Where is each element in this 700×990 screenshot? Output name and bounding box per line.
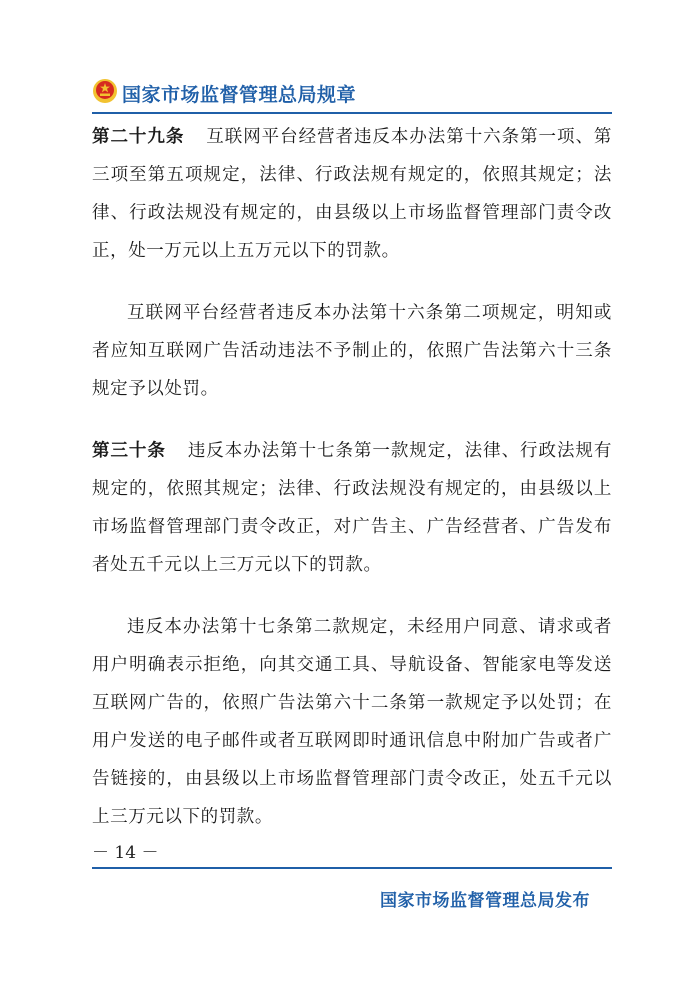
header-title: 国家市场监督管理总局规章 <box>122 84 357 106</box>
article-30-paragraph-1 <box>92 432 612 584</box>
header-divider <box>92 112 612 114</box>
document-body <box>92 118 612 836</box>
page-number: － 14 － <box>92 843 159 863</box>
page-header <box>92 78 612 108</box>
article-29-number: 第二十九条 <box>92 127 185 147</box>
article-30-paragraph-2: 违反本办法第十七条第二款规定，未经用户同意、请求或者用户明确表示拒绝，向其交通工具、导航设备、智能家电等发送互联网广告的，依照广告法第六十二条第一款规定予以处罚；在用户发送的电子邮件或者互联网即时通讯信息中附加广告或者广告链接的，由县级以上市场监督管理部门责令改正，处五千元以上三万元以下的罚款。 <box>92 617 612 827</box>
footer-publisher: 国家市场监督管理总局发布 <box>380 891 590 911</box>
article-30-text-1: 违反本办法第十七条第一款规定，法律、行政法规有规定的，依照其规定；法律、行政法规没有规定的，由县级以上市场监督管理部门责令改正，对广告主、广告经营者、广告发布者处五千元以上三万元以下的罚款。 <box>92 441 612 575</box>
footer-divider <box>92 867 612 869</box>
article-29-paragraph-2: 互联网平台经营者违反本办法第十六条第二项规定，明知或者应知互联网广告活动违法不予制止的，依照广告法第六十三条规定予以处罚。 <box>92 303 612 399</box>
national-emblem-icon <box>92 78 118 104</box>
article-29-text-1: 互联网平台经营者违反本办法第十六条第一项、第三项至第五项规定，法律、行政法规有规定的，依照其规定；法律、行政法规没有规定的，由县级以上市场监督管理部门责令改正，处一万元以上五万元以下的罚款。 <box>92 127 613 261</box>
article-29-paragraph-1 <box>92 118 612 270</box>
article-30-number: 第三十条 <box>92 441 166 461</box>
